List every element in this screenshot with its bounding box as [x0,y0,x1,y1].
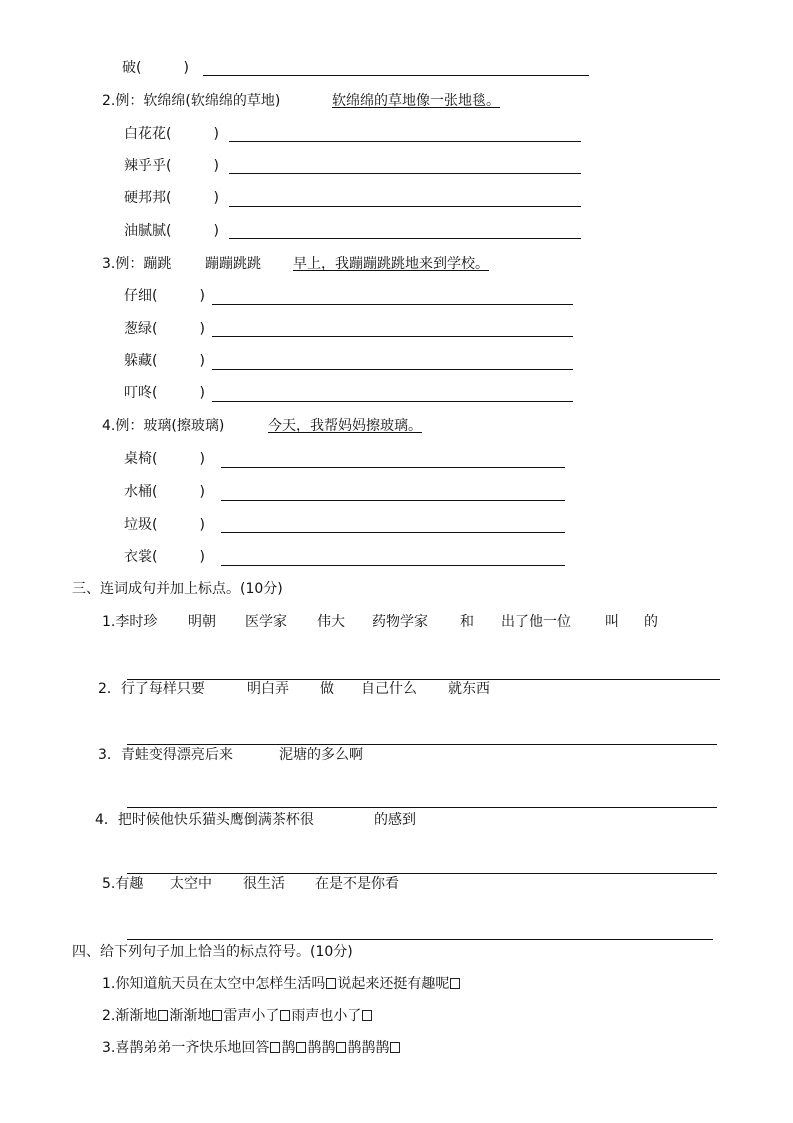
item-baihuahua: 白花花( ) [124,126,219,142]
item-younini: 油腻腻( ) [124,223,219,239]
punct-box[interactable] [270,1042,280,1053]
item-conglv: 葱绿( ) [124,321,205,337]
answer-line[interactable] [127,873,717,874]
item-duocang: 躲藏( ) [124,353,205,369]
q5-word: 5.有趣 [102,876,144,892]
punct-box[interactable] [450,978,460,989]
punct-box[interactable] [362,1010,372,1021]
q1-word: 医学家 [245,614,287,630]
item-zixi: 仔细( ) [124,288,205,304]
answer-line[interactable] [229,141,581,142]
item-yingbangbang: 硬邦邦( ) [124,190,219,206]
q4-word: 4．把时候他快乐猫头鹰倒满茶杯很 [95,812,314,828]
q2-word: 明白弄 [247,681,289,697]
example-2-sentence: 软绵绵的草地像一张地毯。 [332,93,500,109]
q1-word: 明朝 [188,614,216,630]
answer-line[interactable] [221,565,565,566]
example-3-sentence: 早上，我蹦蹦跳跳地来到学校。 [293,256,489,272]
q1-word: 的 [644,614,658,630]
item-po: 破( ) [122,60,189,76]
answer-line[interactable] [127,807,717,808]
item-lahuhu: 辣乎乎( ) [124,158,219,174]
item-dingdong: 叮咚( ) [124,385,205,401]
answer-line[interactable] [229,206,581,207]
q2-word: 自己什么 [361,681,417,697]
example-4-sentence: 今天，我帮妈妈擦玻璃。 [268,418,422,434]
answer-line[interactable] [212,304,573,305]
item-yishang: 衣裳( ) [124,549,205,565]
q4-word: 的感到 [374,812,416,828]
q3-word: 3．青蛙变得漂亮后来 [98,747,233,763]
example-2-label: 2.例：软绵绵(软绵绵的草地) [102,93,281,109]
answer-line[interactable] [212,369,573,370]
section-4-title: 四、给下列句子加上恰当的标点符号。(10分) [72,944,353,960]
q2-word: 就东西 [448,681,490,697]
punct-box[interactable] [296,1042,306,1053]
q5-word: 很生活 [243,876,285,892]
q1-word: 1.李时珍 [102,614,158,630]
punct-sentence-3: 3.喜鹊弟弟一齐快乐地回答 鹊 鹊鹊 鹊鹊鹊 [102,1039,401,1057]
q2-word: 2．行了每样只要 [98,681,205,697]
q1-word: 出了他一位 [501,614,571,630]
q1-word: 伟大 [317,614,345,630]
answer-line[interactable] [127,744,717,745]
q1-word: 药物学家 [372,614,428,630]
punct-box[interactable] [390,1042,400,1053]
punct-box[interactable] [336,1042,346,1053]
q5-word: 太空中 [170,876,212,892]
answer-line[interactable] [212,336,573,337]
answer-line[interactable] [212,401,573,402]
section-3-title: 三、连词成句并加上标点。(10分) [72,581,283,597]
item-zhuoyi: 桌椅( ) [124,451,205,467]
q1-word: 和 [460,614,474,630]
answer-line[interactable] [221,500,565,501]
answer-line[interactable] [221,467,565,468]
example-4-label: 4.例：玻璃(擦玻璃) [102,418,225,434]
punct-sentence-1: 1.你知道航天员在太空中怎样生活吗 说起来还挺有趣呢 [102,975,461,993]
item-laji: 垃圾( ) [124,517,205,533]
punct-box[interactable] [326,978,336,989]
q3-word: 泥塘的多么啊 [279,747,363,763]
example-3-label: 3.例：蹦跳 [102,256,172,272]
answer-line[interactable] [127,939,713,940]
q1-word: 叫 [605,614,619,630]
example-3-mid: 蹦蹦跳跳 [205,256,261,272]
q2-word: 做 [320,681,334,697]
punct-box[interactable] [212,1010,222,1021]
punct-box[interactable] [158,1010,168,1021]
answer-line[interactable] [221,532,565,533]
punct-box[interactable] [280,1010,290,1021]
answer-line[interactable] [229,238,581,239]
punct-sentence-2: 2.渐渐地 渐渐地 雷声小了 雨声也小了 [102,1007,373,1025]
answer-line[interactable] [203,75,589,76]
item-shuitong: 水桶( ) [124,484,205,500]
q5-word: 在是不是你看 [315,876,399,892]
answer-line[interactable] [229,173,581,174]
answer-line[interactable] [127,679,720,680]
